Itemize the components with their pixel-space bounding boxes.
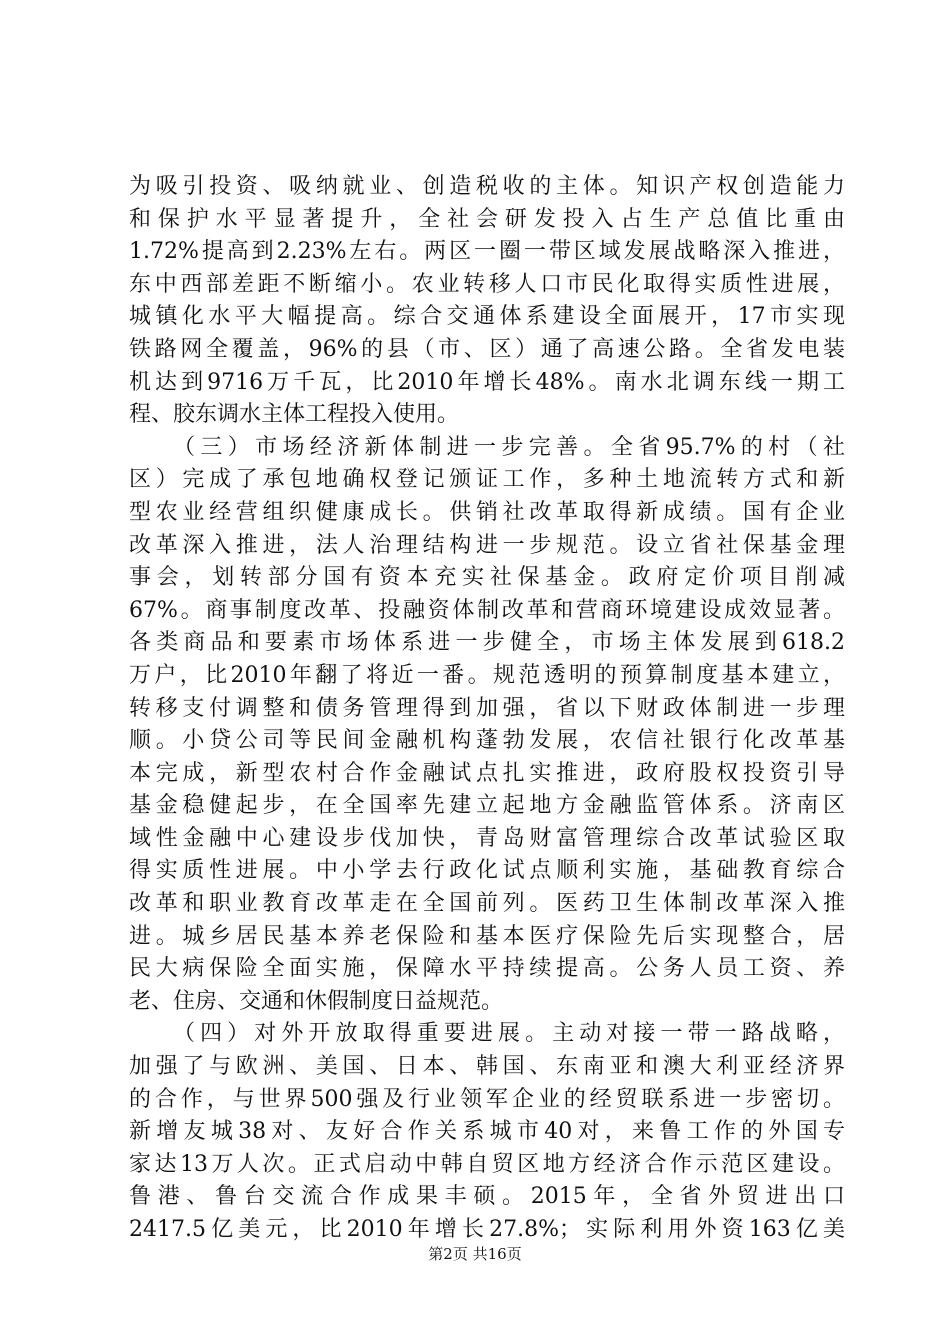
- text-line: 东中西部差距不断缩小。农业转移人口市民化取得实质性进展，: [129, 271, 845, 297]
- text-line: 1.72%提高到2.23%左右。两区一圈一带区域发展战略深入推进，: [129, 239, 845, 265]
- text-line: 进。城乡居民基本养老保险和基本医疗保险先后实现整合，居: [129, 923, 845, 949]
- text-line: 各类商品和要素市场体系进一步健全，市场主体发展到618.2: [129, 630, 845, 656]
- text-line: 铁路网全覆盖，96%的县（市、区）通了高速公路。全省发电装: [129, 336, 845, 362]
- text-line: 万户，比2010年翻了将近一番。规范透明的预算制度基本建立，: [129, 662, 845, 688]
- text-line: 鲁港、鲁台交流合作成果丰硕。2015年，全省外贸进出口: [129, 1184, 845, 1210]
- paragraph-heading-line: （四）对外开放取得重要进展。主动对接一带一路战略，: [173, 1021, 845, 1047]
- text-line: 改革深入推进，法人治理结构进一步规范。设立省社保基金理: [129, 532, 845, 558]
- text-line: 顺。小贷公司等民间金融机构蓬勃发展，农信社银行化改革基: [129, 728, 845, 754]
- text-line: 域性金融中心建设步伐加快，青岛财富管理综合改革试验区取: [129, 825, 845, 851]
- text-line: 改革和职业教育改革走在全国前列。医药卫生体制改革深入推: [129, 891, 845, 917]
- text-line: 事会，划转部分国有资本充实社保基金。政府定价项目削减: [129, 565, 845, 591]
- text-line: 城镇化水平大幅提高。综合交通体系建设全面展开，17市实现: [129, 304, 845, 330]
- text-line: 家达13万人次。正式启动中韩自贸区地方经济合作示范区建设。: [129, 1151, 845, 1177]
- body-text: [129, 171, 845, 1247]
- text-line: 基金稳健起步，在全国率先建立起地方金融监管体系。济南区: [129, 793, 845, 819]
- text-line: 民大病保险全面实施，保障水平持续提高。公务人员工资、养: [129, 956, 845, 982]
- text-line: 本完成，新型农村合作金融试点扎实推进，政府股权投资引导: [129, 760, 845, 786]
- text-line: 2417.5亿美元，比2010年增长27.8%；实际利用外资163亿美: [129, 1217, 845, 1242]
- text-line: 的合作，与世界500强及行业领军企业的经贸联系进一步密切。: [129, 1086, 845, 1112]
- text-line: 老、住房、交通和休假制度日益规范。: [129, 988, 504, 1014]
- paragraph-heading-line: （三）市场经济新体制进一步完善。全省95.7%的村（社: [173, 434, 845, 460]
- text-line: 67%。商事制度改革、投融资体制改革和营商环境建设成效显著。: [129, 597, 845, 623]
- text-line: 转移支付调整和债务管理得到加强，省以下财政体制进一步理: [129, 695, 845, 721]
- text-line: 型农业经营组织健康成长。供销社改革取得新成绩。国有企业: [129, 499, 845, 525]
- text-line: 新增友城38对、友好合作关系城市40对，来鲁工作的外国专: [129, 1119, 845, 1145]
- text-line: 加强了与欧洲、美国、日本、韩国、东南亚和澳大利亚经济界: [129, 1054, 845, 1080]
- text-line: 机达到9716万千瓦，比2010年增长48%。南水北调东线一期工: [129, 369, 845, 395]
- text-line: 得实质性进展。中小学去行政化试点顺利实施，基础教育综合: [129, 858, 845, 884]
- text-line: 区）完成了承包地确权登记颁证工作，多种土地流转方式和新: [129, 467, 845, 493]
- text-line: 为吸引投资、吸纳就业、创造税收的主体。知识产权创造能力: [129, 174, 845, 199]
- text-line: 程、胶东调水主体工程投入使用。: [129, 402, 460, 428]
- page-number-footer: 第2页 共16页: [428, 1245, 522, 1263]
- text-line: 和保护水平显著提升，全社会研发投入占生产总值比重由: [129, 206, 845, 232]
